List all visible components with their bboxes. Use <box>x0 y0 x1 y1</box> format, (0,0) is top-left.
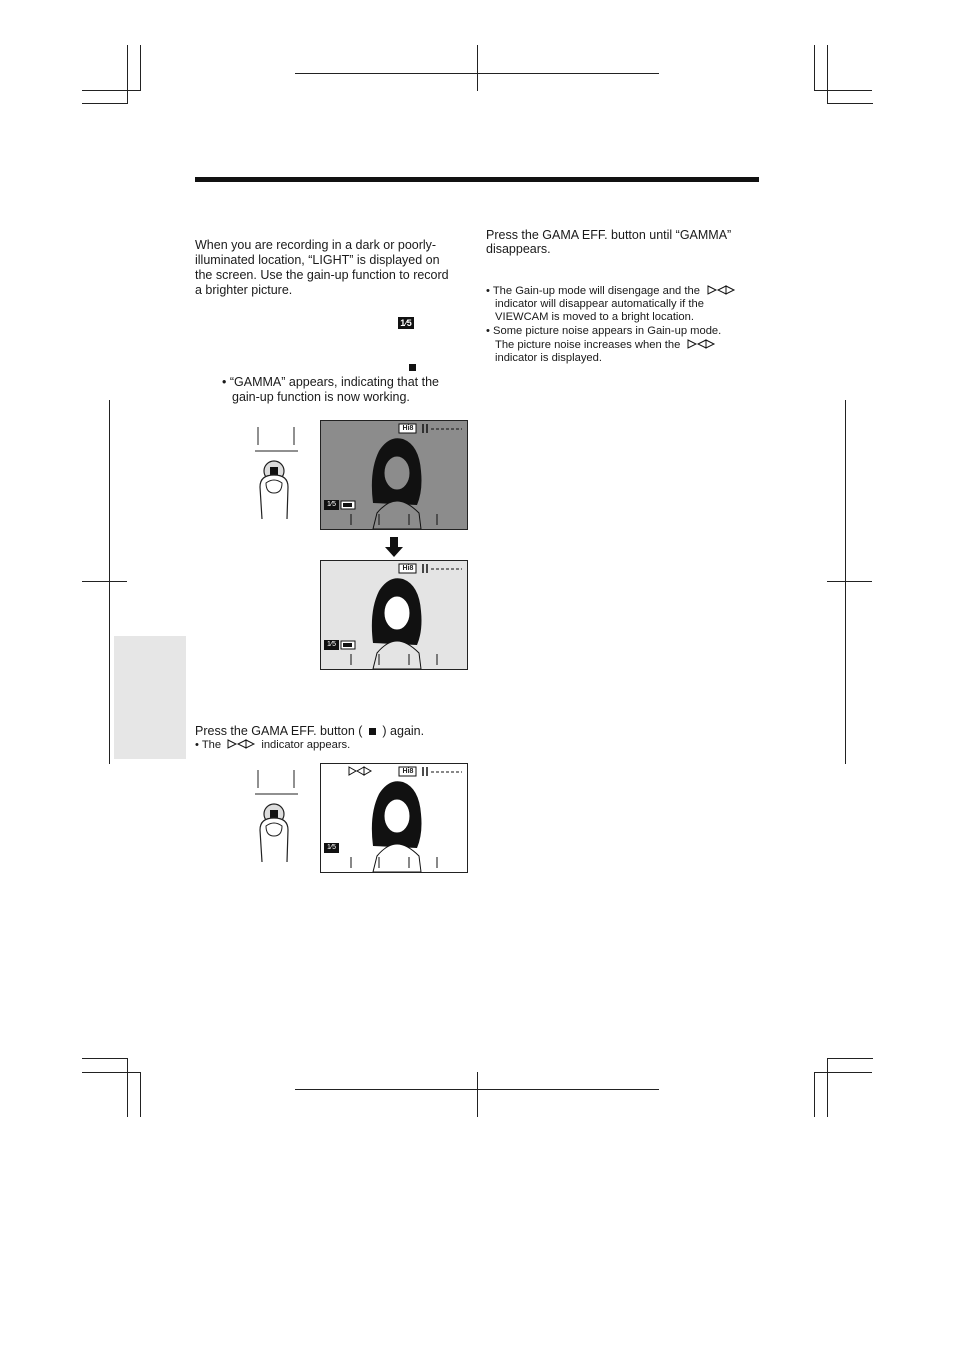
note-line: indicator is displayed. <box>495 352 602 364</box>
button-illustration <box>250 425 300 520</box>
note-line: indicator will disappear automatically if the <box>495 298 704 310</box>
indicator-bullet-text: indicator appears. <box>261 739 351 751</box>
intro-line: a brighter picture. <box>195 283 293 297</box>
note-text: The picture noise increases when the <box>495 339 681 351</box>
indicator-bullet <box>195 739 350 753</box>
side-tab <box>114 636 186 759</box>
screen-speed-label: 1⁄5 <box>327 641 336 648</box>
intro-line: the screen. Use the gain-up function to record <box>195 268 449 282</box>
note-text: • The Gain-up mode will disengage and the <box>486 285 700 297</box>
gain-up-icon <box>686 339 716 349</box>
stop-square-icon <box>409 364 416 371</box>
gain-up-icon <box>706 285 736 295</box>
note-line: VIEWCAM is moved to a bright location. <box>495 311 694 323</box>
gamma-bullet-line: gain-up function is now working. <box>232 390 410 404</box>
screen-speed-label: 1⁄5 <box>327 844 336 851</box>
section-rule <box>195 177 759 182</box>
screen-speed-label: 1⁄5 <box>327 501 336 508</box>
press-again-text: ) again. <box>382 724 425 738</box>
button-illustration <box>250 768 300 863</box>
note-line: • Some picture noise appears in Gain-up mode. <box>486 325 722 337</box>
intro-line: illuminated location, “LIGHT” is displayed on <box>195 253 440 267</box>
shutter-speed-icon: 1⁄5 <box>398 317 414 329</box>
viewfinder-screen-dark <box>320 420 468 530</box>
indicator-bullet-text: • The <box>195 739 222 751</box>
gain-up-icon <box>226 739 256 749</box>
press-again-text: Press the GAMA EFF. button ( <box>195 724 363 738</box>
down-arrow-icon <box>385 537 403 562</box>
press-until-line: disappears. <box>486 242 551 256</box>
gamma-bullet-line: • “GAMMA” appears, indicating that the <box>222 375 439 389</box>
stop-square-icon <box>369 728 376 735</box>
hi8-suffix: 8 <box>409 768 414 775</box>
press-again-line <box>195 724 424 739</box>
note-line <box>495 339 716 353</box>
viewfinder-screen-gain-up <box>320 763 468 873</box>
press-until-line: Press the GAMA EFF. button until “GAMMA” <box>486 228 732 242</box>
hi8-suffix: 8 <box>409 565 414 572</box>
hi8-suffix: 8 <box>409 425 414 432</box>
hi8-label: Hi <box>402 768 410 775</box>
hi8-label: Hi <box>402 425 410 432</box>
viewfinder-screen-gain <box>320 560 468 670</box>
note-line <box>486 285 736 299</box>
intro-line: When you are recording in a dark or poorly- <box>195 238 437 252</box>
hi8-label: Hi <box>402 565 410 572</box>
